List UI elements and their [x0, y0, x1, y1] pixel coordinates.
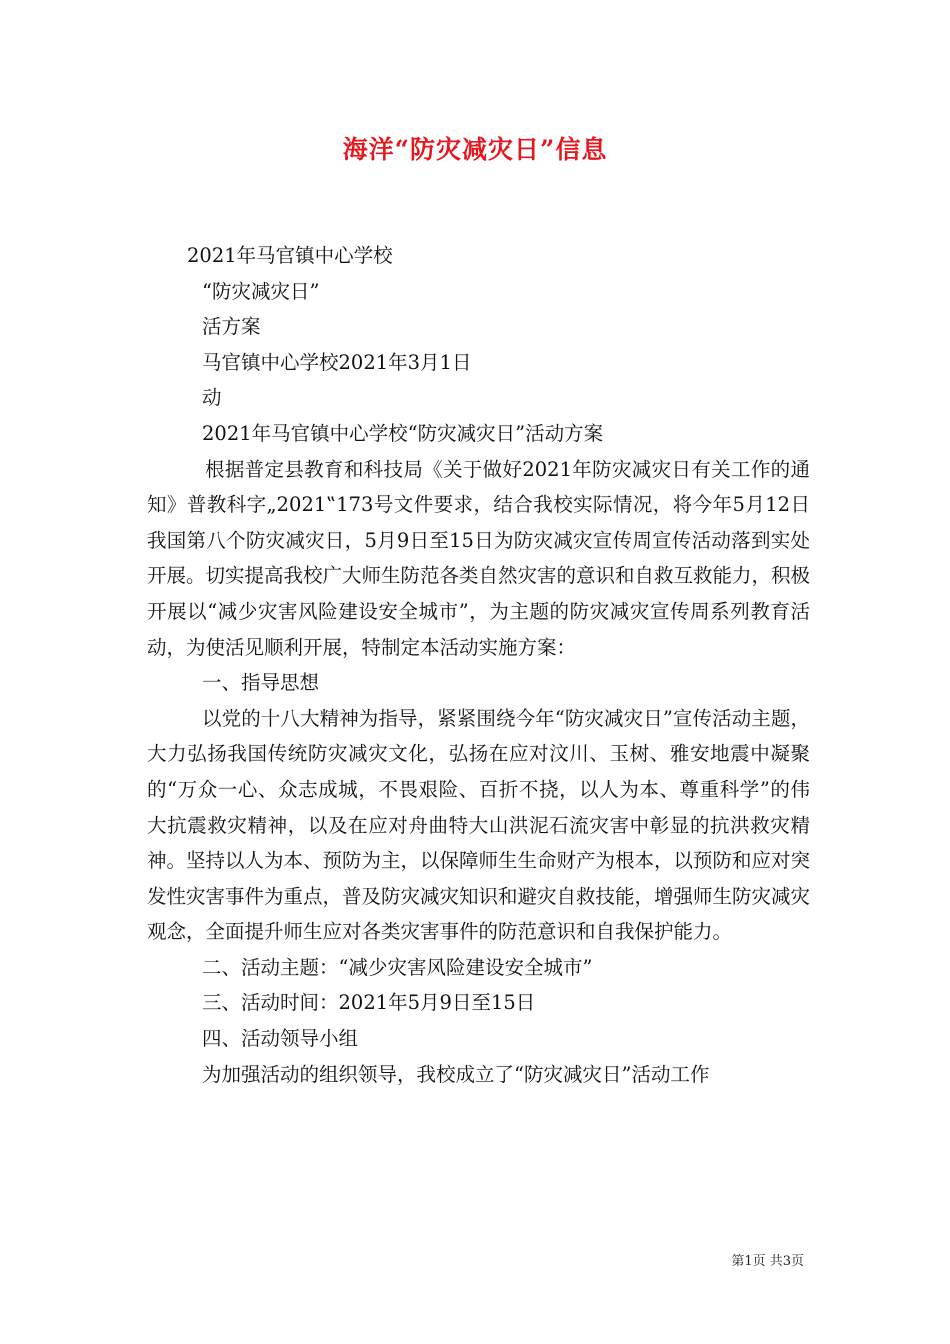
section-heading-theme: 二、活动主题：“减少灾害风险建设安全城市” — [202, 955, 593, 979]
document-body — [147, 238, 810, 1092]
page-number: 第1页 共3页 — [731, 1254, 804, 1269]
paragraph-guiding-thought: 以党的十八大精神为指导，紧紧围绕今年“防灾减灾日”宣传活动主题，大力弘扬我国传统防灾减灾文化，弘扬在应对汶川、玉树、雅安地震中凝聚的“万众一心、众志成城，不畏艰险、百折不挠，以人为本、尊重科学”的伟大抗震救灾精神，以及在应对舟曲特大山洪泥石流灾害中彰显的抗洪救灾精神。坚持以人为本、预防为主，以保障师生生命财产为根本，以预防和应对突发性灾害事件为重点，普及防灾减灾知识和避灾自救技能，增强师生防灾减灾观念，全面提升师生应对各类灾害事件的防范意识和自我保护能力。 — [147, 706, 811, 944]
paragraph-fragment: 动 — [202, 386, 222, 410]
section-heading-guiding-thought: 一、指导思想 — [202, 671, 320, 695]
paragraph-plan-label: 活方案 — [202, 315, 261, 339]
paragraph-school-year: 2021年马官镇中心学校 — [187, 244, 393, 267]
paragraph-leadership: 为加强活动的组织领导，我校成立了“防灾减灾日”活动工作 — [202, 1062, 710, 1086]
paragraph-school-date: 马官镇中心学校2021年3月1日 — [202, 350, 472, 374]
paragraph-plan-heading: 2021年马官镇中心学校“防灾减灾日”活动方案 — [202, 421, 604, 445]
paragraph-intro: 根据普定县教育和科技局《关于做好2021年防灾减灾日有关工作的通知》普教科字„2021‟173号文件要求，结合我校实际情况，将今年5月12日我国第八个防灾减灾日，5月9日至15日为防灾减灾宣传周宣传活动落到实处开展。切实提高我校广大师生防范各类自然灾害的意识和自救互救能力，积极开展以“减少灾害风险建设安全城市”，为主题的防灾减灾宣传周系列教育活动，为使活见顺利开展，特制定本活动实施方案： — [147, 457, 811, 659]
section-heading-time: 三、活动时间：2021年5月9日至15日 — [202, 991, 536, 1015]
document-title: 海洋“防灾减灾日”信息 — [342, 135, 608, 164]
paragraph-event-name: “防灾减灾日” — [202, 279, 320, 303]
section-heading-leadership: 四、活动领导小组 — [202, 1027, 359, 1051]
